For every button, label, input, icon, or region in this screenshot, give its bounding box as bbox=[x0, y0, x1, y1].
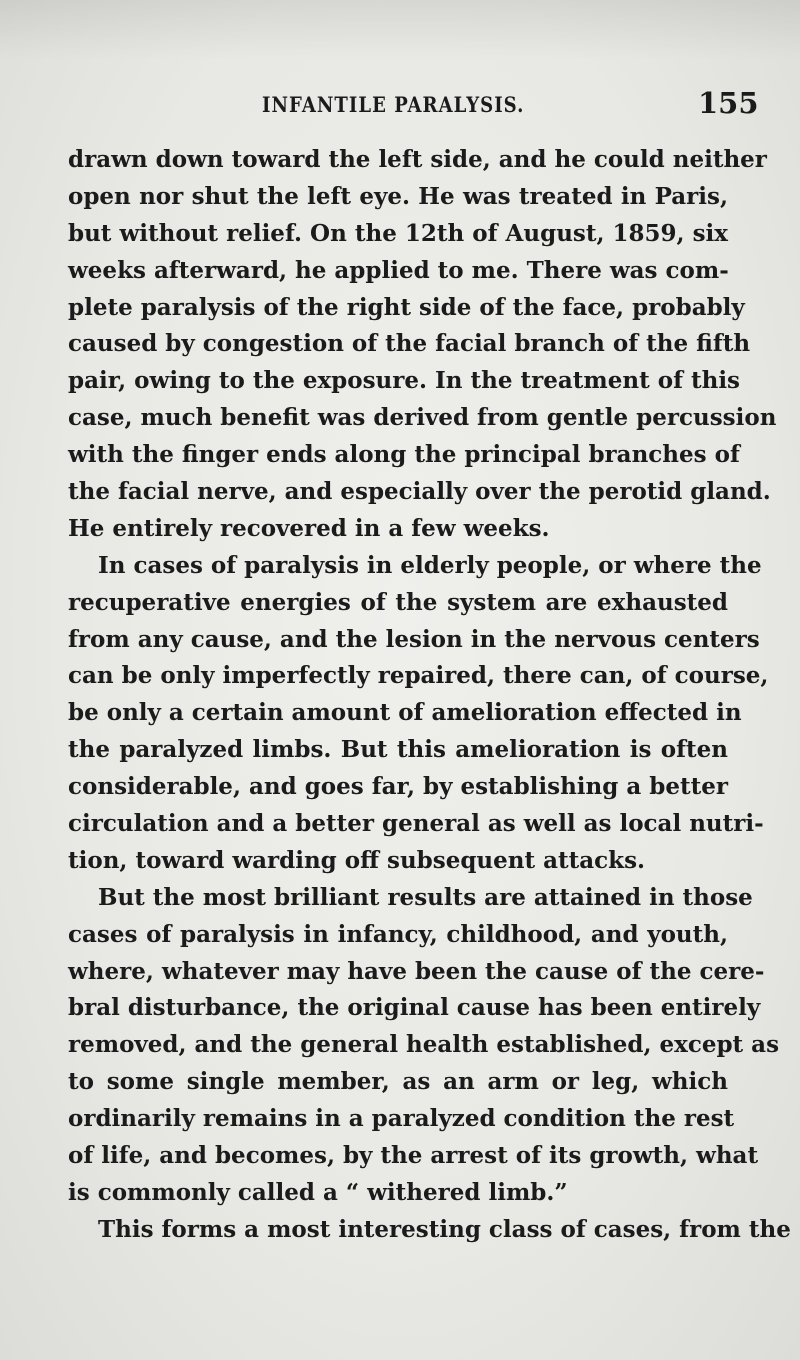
text-line: from any cause, and the lesion in the nervous centers bbox=[68, 625, 760, 653]
text-line: But the most brilliant results are attained in those bbox=[98, 883, 753, 911]
text-line: the facial nerve, and especially over the perotid gland. bbox=[68, 478, 771, 506]
page-shadow bbox=[0, 0, 800, 60]
page-header bbox=[0, 86, 800, 126]
text-line: is commonly called a “ withered limb.” bbox=[68, 1178, 568, 1206]
text-line: but without relief. On the 12th of August, 1859, six bbox=[68, 219, 728, 247]
text-line: removed, and the general health established, except as bbox=[68, 1031, 780, 1059]
text-line: circulation and a better general as well as local nutri- bbox=[68, 810, 764, 838]
text-line: weeks afterward, he applied to me. There was com- bbox=[68, 256, 729, 284]
page-number: 155 bbox=[698, 86, 759, 120]
running-title: INFANTILE PARALYSIS. bbox=[262, 92, 525, 117]
text-line: can be only imperfectly repaired, there can, of course, bbox=[68, 662, 769, 690]
text-line: considerable, and goes far, by establishing a better bbox=[68, 773, 728, 801]
text-line: drawn down toward the left side, and he could neither bbox=[68, 146, 767, 173]
text-line: open nor shut the left eye. He was treated in Paris, bbox=[68, 182, 728, 210]
text-line: recuperative energies of the system are exhausted bbox=[68, 588, 728, 616]
text-line: with the finger ends along the principal branches of bbox=[68, 441, 740, 469]
text-line: plete paralysis of the right side of the face, probably bbox=[68, 293, 745, 321]
text-line: case, much benefit was derived from gentle percussion bbox=[68, 404, 777, 432]
text-line: ordinarily remains in a paralyzed condition the rest bbox=[68, 1105, 735, 1133]
text-line: This forms a most interesting class of cases, from the bbox=[98, 1215, 791, 1243]
text-line: tion, toward warding off subsequent attacks. bbox=[68, 846, 646, 874]
text-line: In cases of paralysis in elderly people, or where the bbox=[98, 551, 762, 579]
text-line: He entirely recovered in a few weeks. bbox=[68, 514, 550, 542]
body-text bbox=[68, 142, 791, 1249]
text-line: be only a certain amount of amelioration effected in bbox=[68, 699, 742, 727]
text-line: to some single member, as an arm or leg, which bbox=[68, 1068, 728, 1096]
text-line: bral disturbance, the original cause has been entirely bbox=[68, 994, 761, 1022]
text-line: of life, and becomes, by the arrest of its growth, what bbox=[68, 1142, 759, 1170]
text-line: caused by congestion of the facial branch of the fifth bbox=[68, 330, 751, 358]
text-line: cases of paralysis in infancy, childhood, and youth, bbox=[68, 920, 728, 948]
text-line: where, whatever may have been the cause of the cere- bbox=[68, 957, 765, 985]
text-line: pair, owing to the exposure. In the treatment of this bbox=[68, 367, 741, 395]
text-line: the paralyzed limbs. But this amelioration is often bbox=[68, 736, 728, 764]
